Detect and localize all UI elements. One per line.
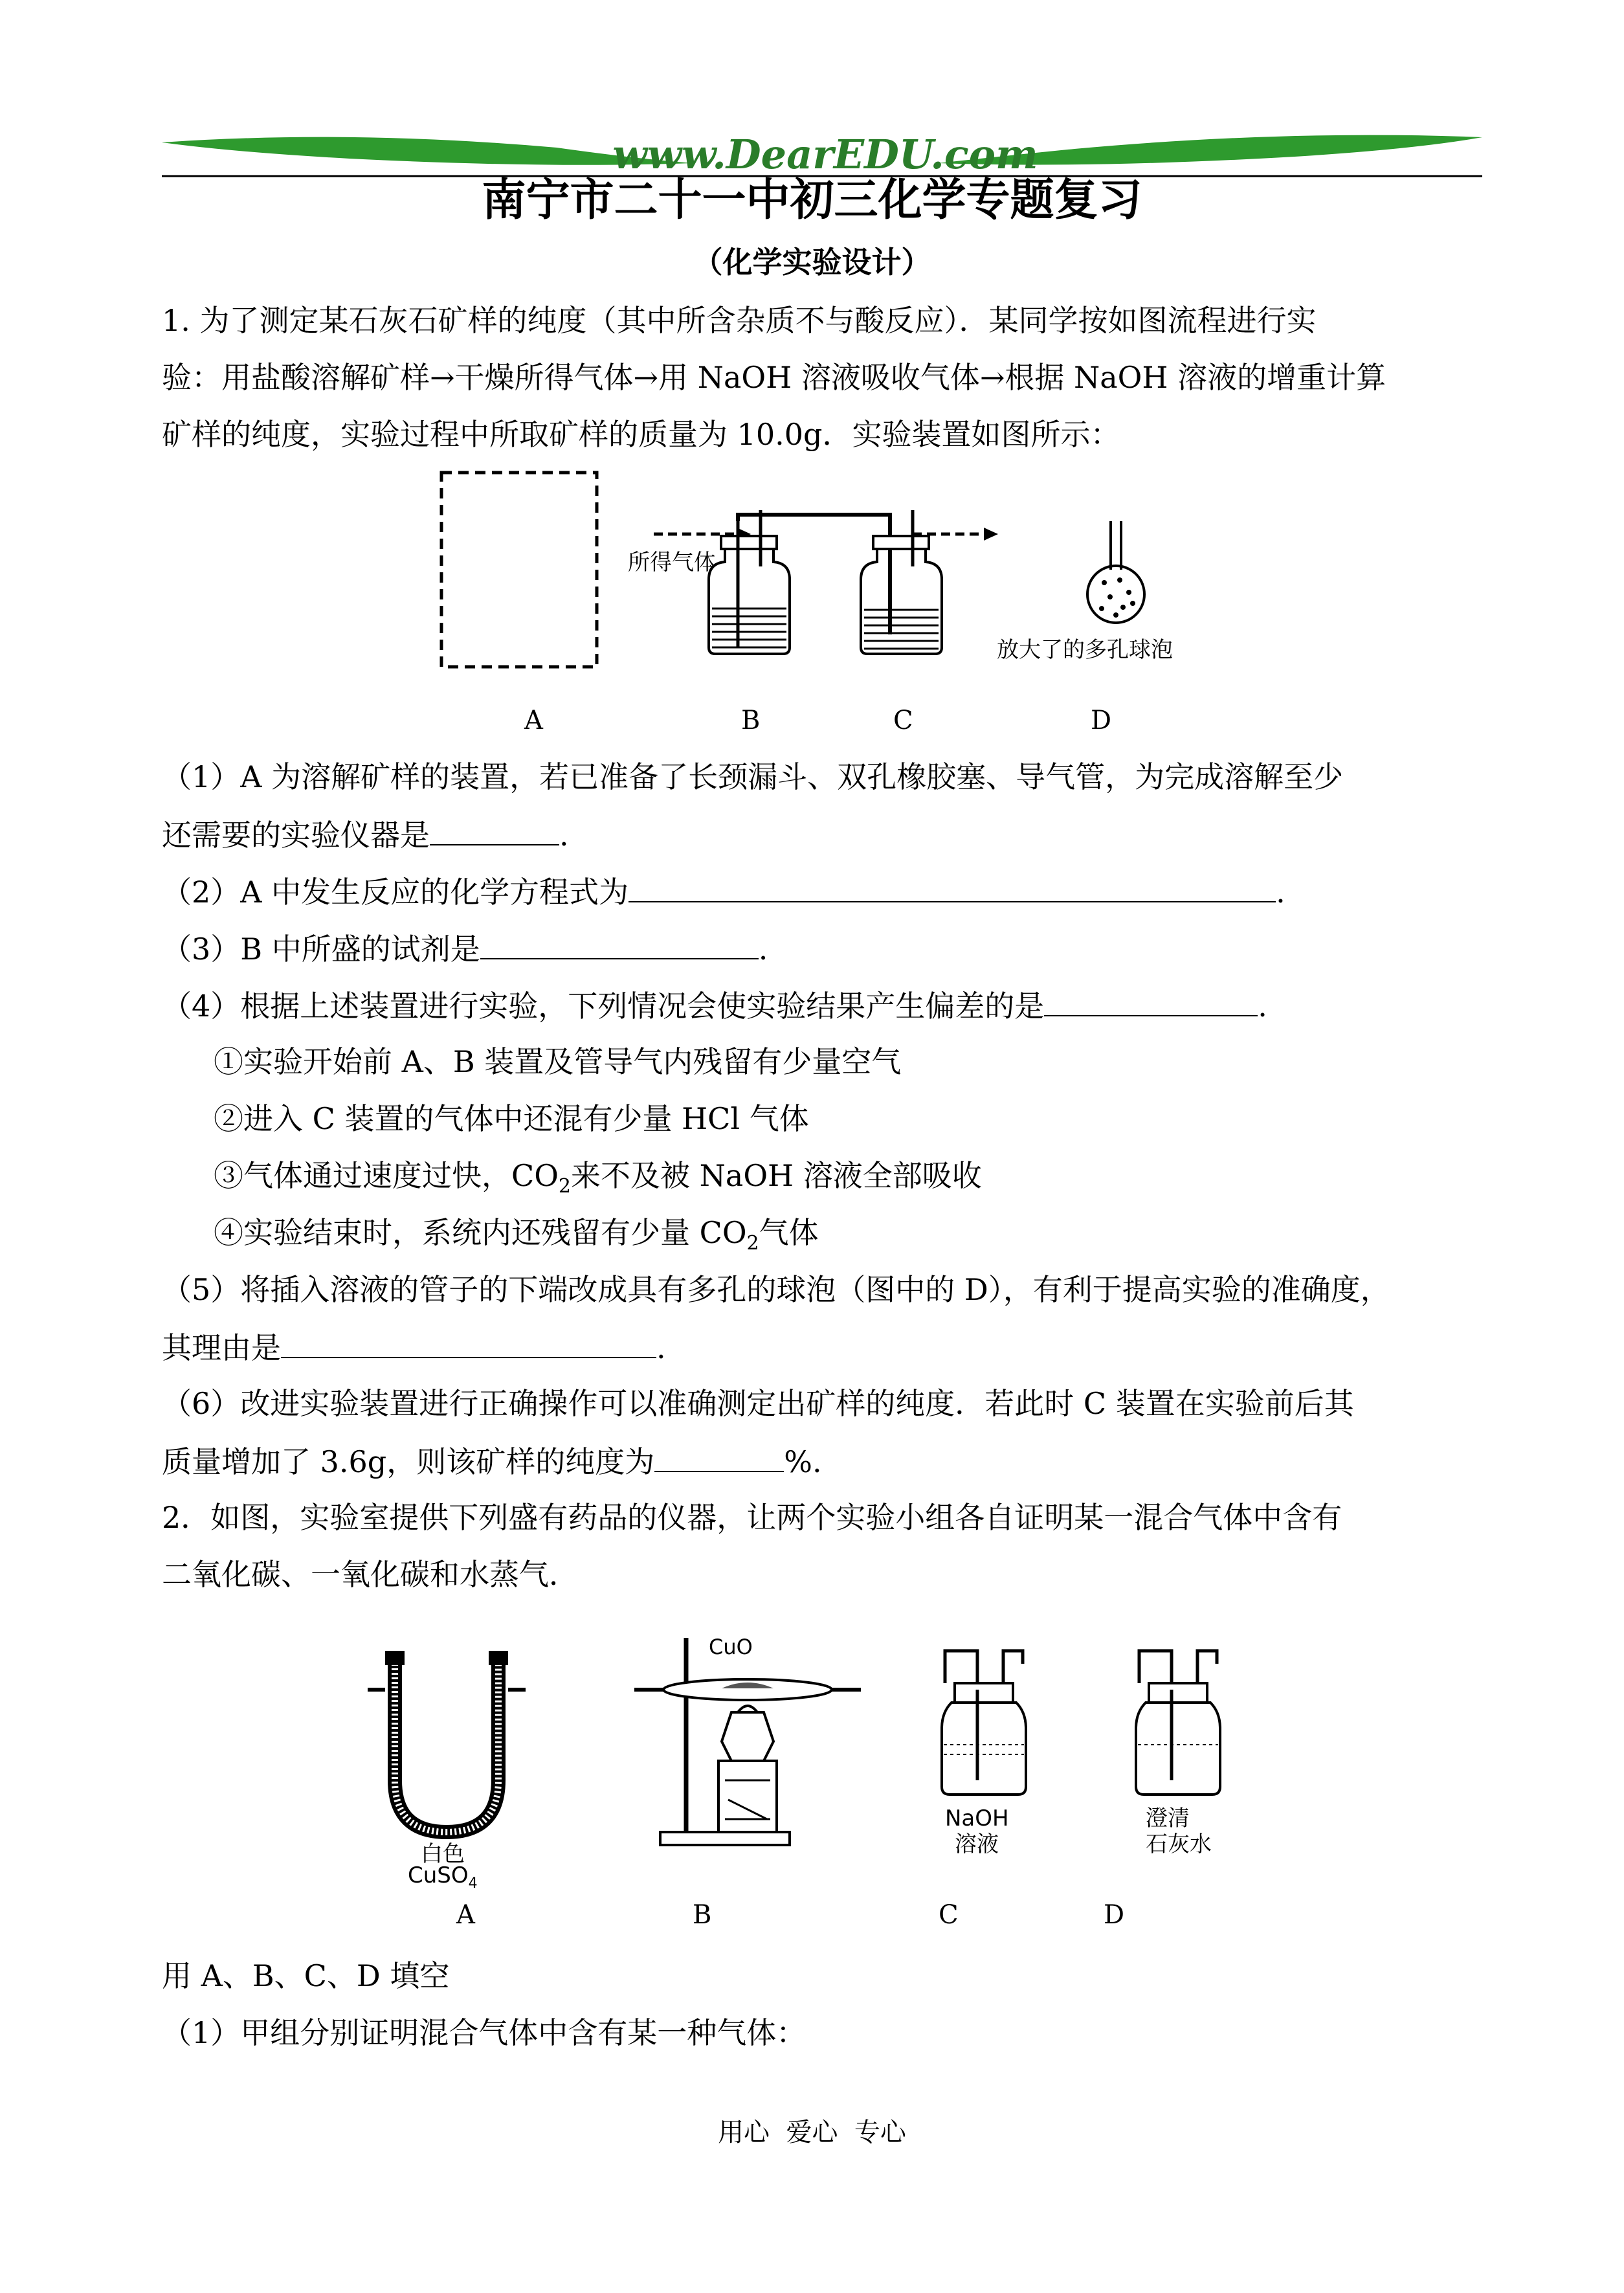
- q2-fill-instruction: 用 A、B、C、D 填空: [162, 1958, 450, 1993]
- q2-intro-2: 二氧化碳、一氧化碳和水蒸气．: [162, 1557, 579, 1592]
- q1-part3: （3）B 中所盛的试剂是 .: [162, 928, 1482, 968]
- answer-blank-6[interactable]: [654, 1441, 784, 1472]
- apparatus-a-box: [441, 473, 597, 667]
- logo-text: www.DearEDU.com: [612, 131, 1038, 178]
- fig1-label-c: C: [893, 706, 913, 735]
- q1-option-4: ④实验结束时，系统内还残留有少量 $CO_2$气体: [214, 1215, 819, 1255]
- q2-part1: （1）甲组分别证明混合气体中含有某一种气体：: [162, 2015, 806, 2050]
- bottle-b: [709, 518, 790, 654]
- answer-blank-3[interactable]: [480, 928, 759, 959]
- fig2-label-a: A: [456, 1900, 475, 1930]
- fig1-label-a: A: [524, 706, 543, 735]
- fig1-label-b: B: [741, 706, 761, 735]
- q1-part6-b: 质量增加了 3.6g，则该矿样的纯度为 %.: [162, 1441, 1482, 1481]
- fig2-label-c: C: [939, 1900, 959, 1930]
- q1-intro-1: 1. 为了测定某石灰石矿样的纯度（其中所含杂质不与酸反应）．某同学按如图流程进行实: [162, 303, 1317, 338]
- answer-blank-1[interactable]: [430, 814, 559, 845]
- q1-part1-b: 还需要的实验仪器是 .: [162, 814, 1482, 855]
- fig2-label-d: D: [1104, 1900, 1125, 1930]
- q1-option-1: ①实验开始前 A、B 装置及管导气内残留有少量空气: [214, 1044, 902, 1079]
- limewater-label-2: 石灰水: [1146, 1831, 1212, 1857]
- bubble-label: 放大了的多孔球泡: [997, 637, 1173, 663]
- page-subtitle: （化学实验设计）: [693, 245, 931, 280]
- answer-blank-4[interactable]: [1044, 985, 1258, 1016]
- q1-part1-a: （1）A 为溶解矿样的装置，若已准备了长颈漏斗、双孔橡胶塞、导气管，为完成溶解至少: [162, 759, 1344, 794]
- q1-intro-3: 矿样的纯度，实验过程中所取矿样的质量为 10.0g．实验装置如图所示：: [162, 417, 1120, 452]
- apparatus-figure-1: [414, 460, 1230, 673]
- q2-intro-1: 2．如图，实验室提供下列盛有药品的仪器，让两个实验小组各自证明某一混合气体中含有: [162, 1500, 1342, 1535]
- bottle-c: [861, 534, 942, 654]
- q1-part5-a: （5）将插入溶液的管子的下端改成具有多孔的球泡（图中的 D），有利于提高实验的准确度，: [162, 1272, 1390, 1307]
- answer-blank-2[interactable]: [628, 871, 1276, 902]
- u-tube-label-1: 白色: [421, 1841, 465, 1867]
- fig2-label-b: B: [693, 1900, 712, 1930]
- bottle-d-limewater: [1136, 1651, 1220, 1795]
- q1-part4: （4）根据上述装置进行实验，下列情况会使实验结果产生偏差的是 .: [162, 985, 1482, 1025]
- bottle-c-naoh: [942, 1651, 1026, 1795]
- q1-part5-b: 其理由是 .: [162, 1327, 1482, 1367]
- q1-option-2: ②进入 C 装置的气体中还混有少量 HCl 气体: [214, 1101, 809, 1136]
- page-footer: 用心 爱心 专心: [718, 2118, 906, 2147]
- q1-option-3: ③气体通过速度过快，$CO_2$来不及被 NaOH 溶液全部吸收: [214, 1158, 982, 1198]
- apparatus-figure-2: [350, 1625, 1307, 1892]
- page-title: 南宁市二十一中初三化学专题复习: [482, 175, 1142, 226]
- q1-part6-a: （6）改进实验装置进行正确操作可以准确测定出矿样的纯度．若此时 C 装置在实验前后其: [162, 1386, 1354, 1421]
- answer-blank-5[interactable]: [281, 1327, 656, 1358]
- heating-setup-b: [634, 1638, 861, 1845]
- header-banner: [155, 123, 1489, 181]
- q1-intro-2: 验：用盐酸溶解矿样→干燥所得气体→用 NaOH 溶液吸收气体→根据 NaOH 溶液的增重计算: [162, 360, 1386, 395]
- porous-bubble-d: [1087, 521, 1144, 623]
- fig1-label-d: D: [1091, 706, 1112, 735]
- naoh-label-1: NaOH: [945, 1806, 1009, 1831]
- naoh-label-2: 溶液: [955, 1831, 999, 1857]
- cuo-label: CuO: [709, 1635, 753, 1659]
- limewater-label-1: 澄清: [1146, 1806, 1190, 1831]
- q1-part2: （2）A 中发生反应的化学方程式为 .: [162, 871, 1482, 912]
- gas-label: 所得气体: [628, 550, 716, 576]
- u-tube-a: [368, 1651, 526, 1832]
- u-tube-label-2: CuSO$_4$: [408, 1862, 478, 1892]
